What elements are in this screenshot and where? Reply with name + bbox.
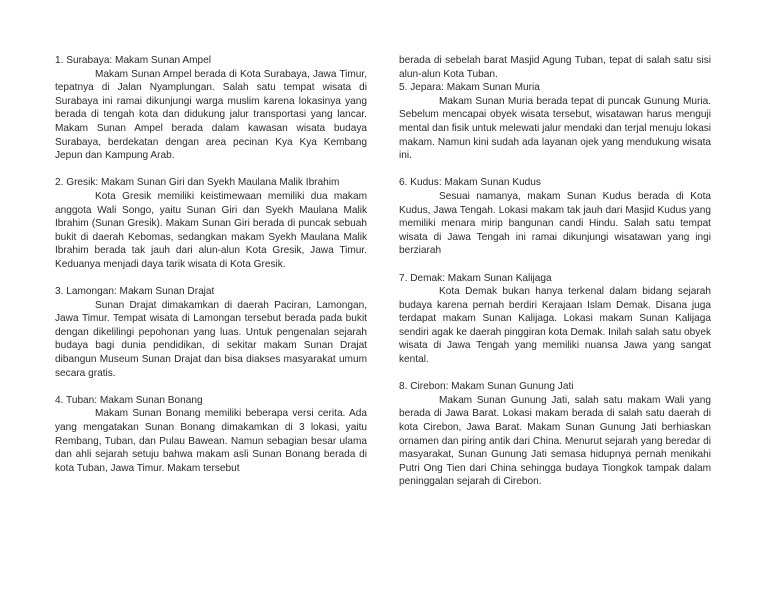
section-body: Kota Gresik memiliki keistimewaan memiliki dua makam anggota Wali Songo, yaitu Sunan Giri dan Syekh Maulana Malik Ibrahim (Sunan Gresik). Makam Sunan Giri berada di puncak sebuah bukit di daerah Kebomas, sedangkan makam Syekh Maulana Malik Ibrahim berada tak jauh dari alun-alun Kota Gresik, Jawa Timur. Keduanya menjadi daya tarik wisata di Kota Gresik.	[55, 190, 367, 270]
section-heading: 4. Tuban: Makam Sunan Bonang	[55, 394, 203, 406]
section-heading: 5. Jepara: Makam Sunan Muria	[399, 82, 540, 94]
section-kudus	[399, 176, 711, 258]
section-lamongan	[55, 285, 367, 380]
section-heading: 8. Cirebon: Makam Sunan Gunung Jati	[399, 381, 574, 393]
section-cirebon	[399, 380, 711, 489]
section-body: Sesuai namanya, makam Sunan Kudus berada di Kota Kudus, Jawa Tengah. Lokasi makam tak jauh dari Masjid Kudus yang memiliki menara mirip bangunan candi Hindu. Salah satu tempat wisata di Jawa Tengah ini ramai dikunjungi wisatawan yang ingi berziarah	[399, 190, 711, 257]
section-gresik	[55, 176, 367, 271]
section-heading: 2. Gresik: Makam Sunan Giri dan Syekh Maulana Malik Ibrahim	[55, 177, 340, 189]
section-heading: 3. Lamongan: Makam Sunan Drajat	[55, 286, 215, 298]
section-body-continued: berada di sebelah barat Masjid Agung Tuban, tepat di salah satu sisi alun-alun Kota Tuban.	[399, 55, 711, 80]
left-column	[55, 54, 367, 475]
section-jepara	[399, 81, 711, 163]
section-surabaya	[55, 54, 367, 163]
section-body: Makam Sunan Bonang memiliki beberapa versi cerita. Ada yang mengatakan Sunan Bonang dimakamkan di 3 lokasi, yaitu Rembang, Tuban, dan Pulau Bawean. Namun sebagian besar ulama dan ahli sejarah setuju bahwa makam asli Sunan Bonang berada di kota Tuban, Jawa Timur. Makam tersebut	[55, 408, 367, 474]
section-tuban-continued	[399, 54, 711, 81]
right-column	[399, 54, 711, 489]
section-heading: 7. Demak: Makam Sunan Kalijaga	[399, 272, 552, 284]
section-body: Makam Sunan Muria berada tepat di puncak Gunung Muria. Sebelum mencapai obyek wisata tersebut, wisatawan harus menguji mental dan fisik untuk melewati jalur mendaki dan terjal menuju lokasi makam. Namun kini sudah ada layanan ojek yang mendukung wisata ini.	[399, 95, 711, 162]
section-tuban	[55, 394, 367, 476]
section-body: Kota Demak bukan hanya terkenal dalam bidang sejarah budaya karena pernah berdiri Kerajaan Islam Demak. Disana juga terdapat makam Sunan Kalijaga. Lokasi makam Sunan Kalijaga sendiri agak ke daerah pinggiran kota Demak. Inilah salah satu obyek wisata di Jawa Tengah yang memiliki nuansa Jawa yang sangat kental.	[399, 286, 711, 366]
section-heading: 1. Surabaya: Makam Sunan Ampel	[55, 55, 211, 66]
section-body: Makam Sunan Ampel berada di Kota Surabaya, Jawa Timur, tepatnya di Jalan Nyamplungan. Salah satu tempat wisata di Surabaya ini ramai dikunjungi warga muslim karena lokasinya yang berada di tengah kota dan didukung jalur transportasi yang lancar. Makam Sunan Ampel berada dalam kawasan wisata budaya Surabaya, berdekatan dengan area pecinan Kya Kya Kembang Jepun dan Kampung Arab.	[55, 68, 367, 162]
section-body: Sunan Drajat dimakamkan di daerah Paciran, Lamongan, Jawa Timur. Tempat wisata di Lamongan tersebut berada pada bukit dengan dikelilingi pepohonan yang luas. Untuk pengenalan sejarah budaya bagi dunia pendidikan, di sekitar makam Sunan Drajat dibangun Museum Sunan Drajat dan bisa diakses masyarakat umum secara gratis.	[55, 299, 367, 379]
section-heading: 6. Kudus: Makam Sunan Kudus	[399, 177, 541, 189]
section-body: Makam Sunan Gunung Jati, salah satu makam Wali yang berada di Jawa Barat. Lokasi makam berada di salah satu daerah di kota Cirebon, Jawa Barat. Makam Sunan Gunung Jati berhiaskan ornamen dan piring antik dari China. Menurut sejarah yang beredar di masyarakat, Sunan Gunung Jati semasa hidupnya pernah menikahi Putri Ong Tien dari China sehingga budaya Tiongkok tampak dalam peninggalan sejarah di Cirebon.	[399, 394, 711, 488]
section-demak	[399, 272, 711, 367]
